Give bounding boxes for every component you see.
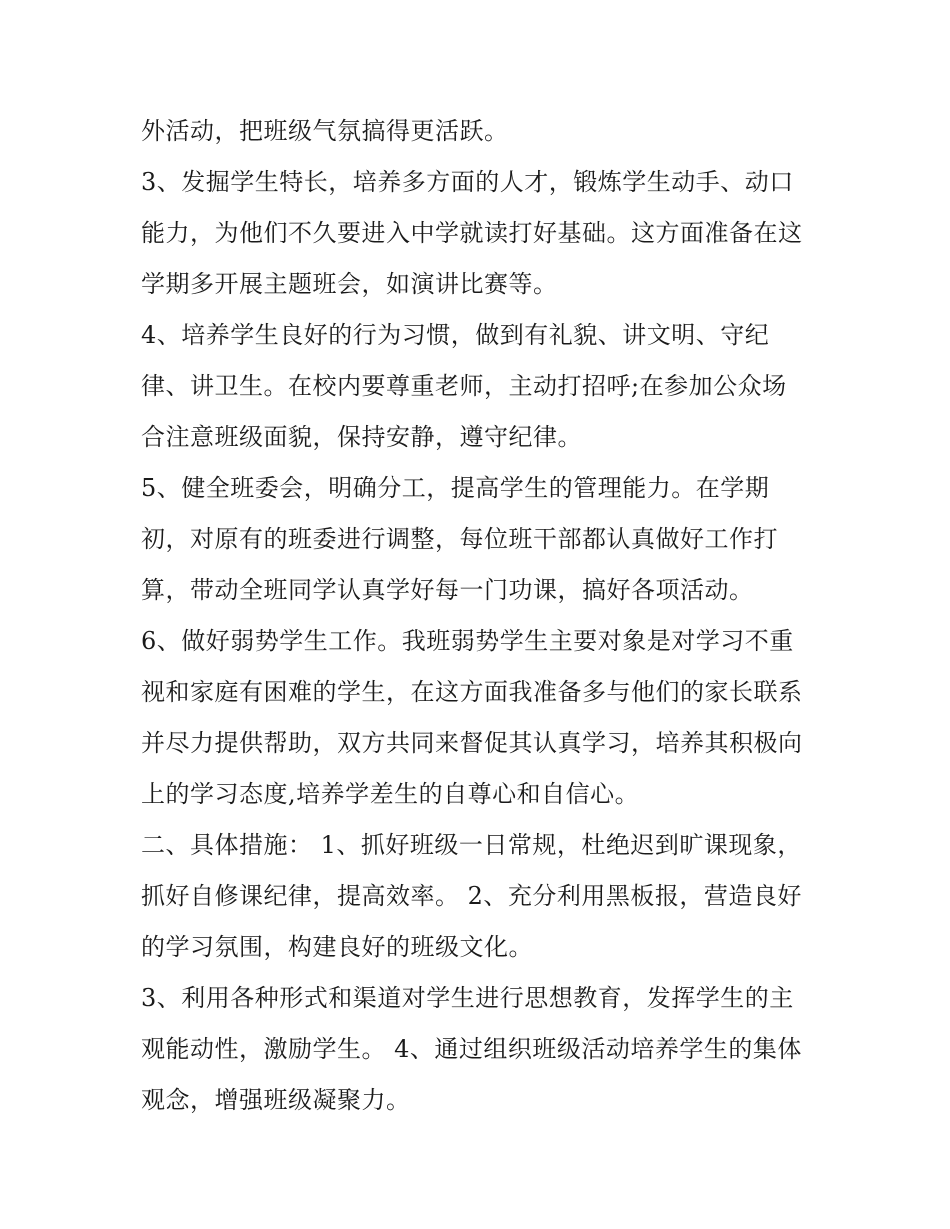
text-line: 抓好自修课纪律，提高效率。 2、充分利用黑板报，营造良好 (141, 882, 802, 910)
text-line: 的学习氛围，构建良好的班级文化。 (141, 933, 533, 961)
text-line: 观念，增强班级凝聚力。 (141, 1086, 411, 1114)
text-line: 能力，为他们不久要进入中学就读打好基础。这方面准备在这 (141, 219, 803, 247)
text-line: 3、利用各种形式和渠道对学生进行思想教育，发挥学生的主 (141, 984, 794, 1012)
text-line: 算，带动全班同学认真学好每一门功课，搞好各项活动。 (141, 576, 754, 604)
text-line: 4、培养学生良好的行为习惯，做到有礼貌、讲文明、守纪 (141, 321, 770, 349)
text-line: 视和家庭有困难的学生，在这方面我准备多与他们的家长联系 (141, 678, 803, 706)
text-line: 观能动性，激励学生。 4、通过组织班级活动培养学生的集体 (141, 1035, 802, 1063)
text-line: 律、讲卫生。在校内要尊重老师，主动打招呼;在参加公众场 (141, 372, 787, 400)
text-line: 外活动，把班级气氛搞得更活跃。 (141, 117, 509, 145)
text-line: 初，对原有的班委进行调整，每位班干部都认真做好工作打 (141, 525, 778, 553)
text-line: 6、做好弱势学生工作。我班弱势学生主要对象是对学习不重 (141, 627, 794, 655)
text-line: 合注意班级面貌，保持安静，遵守纪律。 (141, 423, 582, 451)
text-line: 二、具体措施： 1、抓好班级一日常规，杜绝迟到旷课现象， (141, 831, 802, 859)
text-line: 上的学习态度,培养学差生的自尊心和自信心。 (141, 780, 640, 808)
text-line: 学期多开展主题班会，如演讲比赛等。 (141, 270, 558, 298)
text-line: 并尽力提供帮助，双方共同来督促其认真学习，培养其积极向 (141, 729, 803, 757)
text-line: 3、发掘学生特长，培养多方面的人才，锻炼学生动手、动口 (141, 168, 794, 196)
document-body (141, 106, 821, 1126)
text-line: 5、健全班委会，明确分工，提高学生的管理能力。在学期 (141, 474, 770, 502)
